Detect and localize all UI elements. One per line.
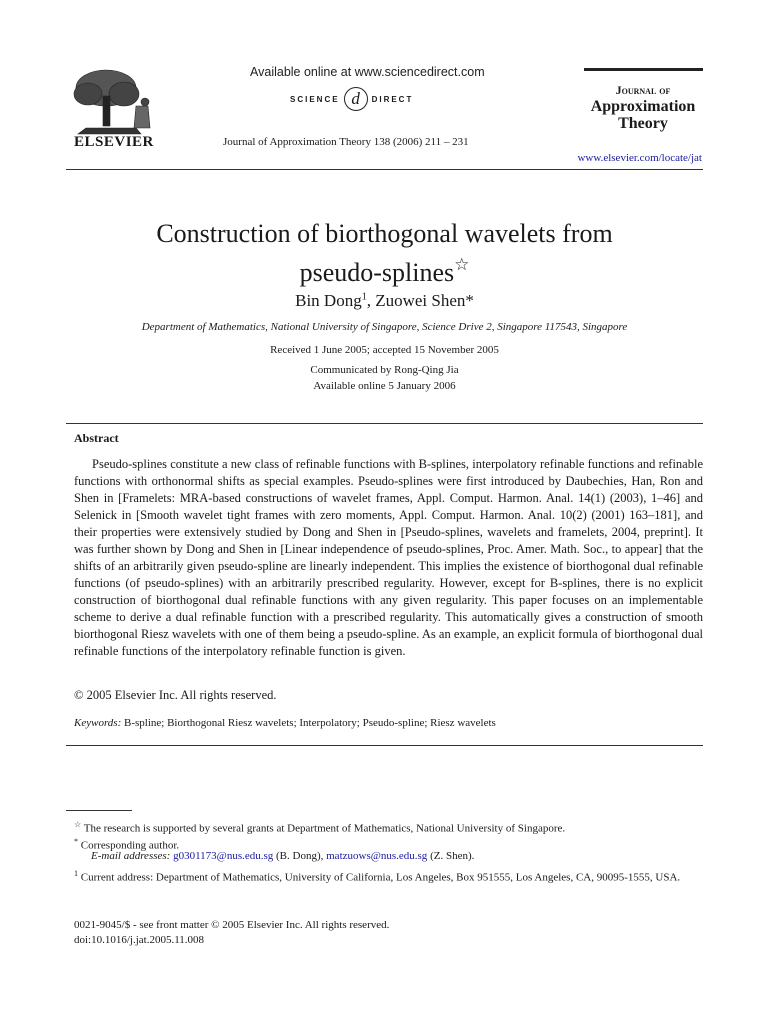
journal-title-box (578, 83, 708, 132)
footnote-corr-mark: * (74, 837, 78, 846)
journal-citation: Journal of Approximation Theory 138 (2006) 211 – 231 (223, 136, 469, 148)
email-link-dong[interactable]: g0301173@nus.edu.sg (173, 850, 274, 862)
footnote-current-address (74, 866, 703, 886)
article-title-line2: pseudo-splines (299, 258, 455, 287)
doi-link[interactable]: doi:10.1016/j.jat.2005.11.008 (74, 934, 205, 946)
title-footnote-mark[interactable]: ☆ (454, 255, 470, 274)
sciencedirect-left-text: SCIENCE (290, 94, 340, 104)
abstract-heading: Abstract (74, 431, 119, 445)
author-name: Bin Dong (295, 291, 362, 310)
email-owner-shen: (Z. Shen). (427, 850, 475, 862)
footnote-address-text: Current address: Department of Mathematics, University of California, Los Angeles, Box 951555, Los Angeles, CA, 90095-1555, USA. (78, 871, 681, 884)
publisher-logo-text: ELSEVIER (74, 134, 154, 150)
keywords-label: Keywords: (74, 717, 122, 729)
abstract-bottom-rule (66, 745, 703, 746)
article-title-line1: Construction of biorthogonal wavelets from (156, 219, 613, 248)
footnote-funding-text: The research is supported by several grants at Department of Mathematics, National University of Singapore. (81, 822, 566, 835)
journal-title-prefix: Journal of (615, 83, 671, 97)
header-divider (66, 169, 703, 170)
journal-url-link[interactable]: www.elsevier.com/locate/jat (577, 152, 702, 164)
received-dates: Received 1 June 2005; accepted 15 November 2005 (270, 344, 499, 356)
email-link-shen[interactable]: matzuows@nus.edu.sg (326, 850, 428, 862)
abstract-top-rule (66, 423, 703, 424)
journal-title-line2: Theory (618, 115, 668, 132)
email-label: E-mail addresses: (91, 850, 171, 862)
footnote-star-mark: ☆ (74, 820, 82, 829)
footnote-corr-text: Corresponding author. (78, 839, 180, 852)
abstract-copyright: © 2005 Elsevier Inc. All rights reserved. (74, 688, 277, 702)
sciencedirect-logo (290, 84, 450, 114)
keywords-list: B-spline; Biorthogonal Riesz wavelets; Interpolatory; Pseudo-spline; Riesz wavelets (121, 717, 496, 729)
journal-title-line1: Approximation (590, 98, 696, 115)
footnote-emails (74, 849, 720, 864)
author-name: Zuowei Shen (375, 291, 466, 310)
abstract-paragraph: Pseudo-splines constitute a new class of refinable functions with B-splines, interpolatory refinable functions and refinable functions with orthonormal shifts as special examples. Pseudo-splines were first introduced by Daubechies, Han, Ron and Shen in [Framelets: MRA-based constructions of wavelet frames, Appl. Comput. Harmon. Anal. 14(1) (2003), 1–46] and Selenick in [Smooth wavelet tight frames with zero moments, Appl. Comput. Harmon. Anal. 10(2) (2001) 163–181], and their properties were extensively studied by Dong and Shen in [Pseudo-splines, wavelets and framelets, 2004, preprint]. It was further shown by Dong and Shen in [Linear independence of pseudo-splines, Proc. Amer. Math. Soc., to appear] that the shifts of an arbitrarily given pseudo-spline are linearly independent. This implies the existence of biorthogonal dual refinable functions (of pseudo-splines) with an arbitrarily prescribed regularity. However, except for B-splines, there is no explicit construction of biorthogonal dual refinable functions with any given regularity. This paper focuses on an implementable scheme to derive a dual refinable function with a prescribed regularity. This automatically gives a construction of smooth biorthogonal Riesz wavelets with one of them being a pseudo-spline. As an example, an explicit formula of biorthogonal dual refinable functions of the interpolatory refinable function is given. (74, 457, 703, 658)
journal-box-rule (584, 68, 703, 71)
available-online-banner: Available online at www.sciencedirect.com (250, 65, 485, 79)
affiliation: Department of Mathematics, National University of Singapore, Science Drive 2, Singapore 117543, Singapore (141, 321, 628, 333)
abstract-body (74, 456, 703, 660)
keywords (74, 717, 496, 729)
issn-line: 0021-9045/$ - see front matter © 2005 Elsevier Inc. All rights reserved. (74, 919, 390, 931)
article-title (66, 218, 703, 288)
footnote-address-mark: 1 (74, 869, 78, 878)
communicated-by: Communicated by Rong-Qing Jia (310, 364, 459, 376)
footnote-rule (66, 810, 132, 811)
author-list (66, 291, 703, 311)
available-online-date: Available online 5 January 2006 (313, 380, 456, 392)
author-separator: , (366, 291, 376, 310)
email-owner-dong: (B. Dong), (273, 850, 327, 862)
corresponding-author-mark[interactable]: * (465, 291, 474, 310)
sciencedirect-mark: d (344, 87, 368, 111)
author-footnote-mark[interactable]: 1 (361, 291, 367, 303)
sciencedirect-right-text: DIRECT (371, 94, 414, 104)
